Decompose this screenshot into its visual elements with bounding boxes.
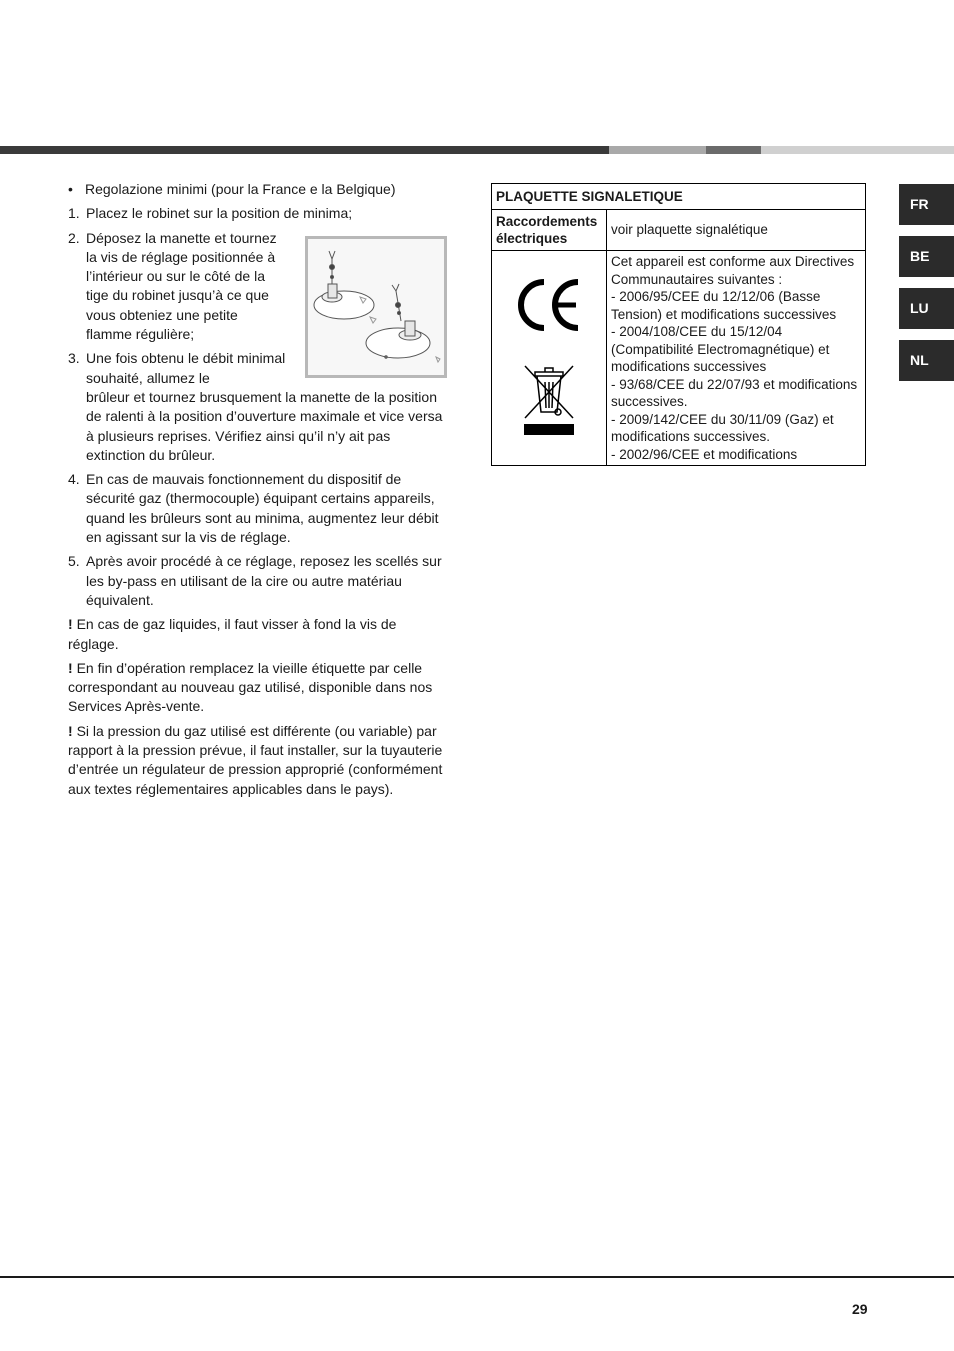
- warning-1: ! En cas de gaz liquides, il faut visser à fond la vis de réglage.: [68, 616, 397, 652]
- conformity-line: Cet appareil est conforme aux Directives Communautaires suivantes :: [611, 254, 855, 287]
- header-bar-mid: [706, 146, 761, 154]
- warning-2: ! En fin d’opération remplacez la vieille étiquette par celle correspondant au nouveau gaz utilisé, disponible dans nos Services Après-vente.: [68, 659, 433, 715]
- conformity-text-cell: [607, 251, 866, 466]
- bullet-text: Regolazione minimi (pour la France e la Belgique): [85, 181, 396, 197]
- page-number: 29: [852, 1301, 868, 1317]
- plaque-row-conformity: [492, 251, 866, 466]
- plaque-header-row: [492, 184, 866, 210]
- warning-mark: !: [68, 616, 73, 633]
- crossed-bin-icon: [521, 362, 577, 438]
- step-3-text-a: Une fois obtenu le débit minimal souhaité, allumez le: [86, 350, 286, 386]
- conformity-line: - 93/68/CEE du 22/07/93 et modifications successives.: [611, 376, 858, 409]
- tab-fr[interactable]: FR: [899, 184, 954, 225]
- plaque-signaletique-table: [491, 183, 866, 466]
- header-bar-light: [609, 146, 706, 154]
- step-2-text: Déposez la manette et tournez la vis de réglage positionnée à l’intérieur ou sur le côté de la tige du robinet jusqu’à ce que vous obteniez une petite flamme régulière;: [86, 229, 277, 343]
- step-5: 5. Après avoir procédé à ce réglage, reposez les scellés sur les by-pass en utilisant de la cire ou autre matériau équivalent.: [68, 553, 442, 608]
- tab-nl[interactable]: NL: [899, 340, 954, 381]
- bullet-item: • Regolazione minimi (pour la France e la Belgique): [68, 181, 396, 197]
- plaque-row-value: voir plaquette signalétique: [607, 210, 866, 251]
- plaque-row-label: Raccordements électriques: [492, 210, 607, 251]
- header-bar-pale: [761, 146, 954, 154]
- step-3-text-b: brûleur et tournez brusquement la manette de la position de ralenti à la position d’ouverture maximale et vice versa à plusieurs reprises. Vérifiez ainsi qu’il n’y ait pas extinction du brûleur.: [86, 388, 443, 463]
- burner-illustration-svg: [308, 239, 444, 375]
- plaque-row-electric: [492, 210, 866, 251]
- conformity-line: - 2006/95/CEE du 12/12/06 (Basse Tension) et modifications successives: [611, 289, 837, 322]
- warning-mark: !: [68, 722, 73, 739]
- step-2: 2. Déposez la manette et tournez la vis de réglage positionnée à l’intérieur ou sur le côté de la tige du robinet jusqu’à ce que vous obteniez une petite flamme régulière;: [68, 229, 446, 345]
- step-1: 1. Placez le robinet sur la position de minima;: [68, 205, 353, 222]
- step-4-text: En cas de mauvais fonctionnement du dispositif de sécurité gaz (thermocouple) équipant certains appareils, quand les brûleurs sont au minima, augmentez leur débit en agissant sur la vis de réglage.: [86, 471, 439, 546]
- tab-lu[interactable]: LU: [899, 288, 954, 329]
- warning-mark: !: [68, 659, 73, 676]
- footer-rule: [0, 1276, 954, 1278]
- step-3: 3. Une fois obtenu le débit minimal souhaité, allumez le brûleur et tournez brusquement la manette de la position de ralenti à la position d’ouverture maximale et vice versa à plusieurs reprises. Vérifiez ainsi qu’il n’y ait pas extinction du brûleur.: [68, 349, 446, 465]
- tab-be[interactable]: BE: [899, 236, 954, 277]
- burner-adjustment-illustration: [305, 236, 447, 378]
- conformity-line: - 2002/96/CEE et modifications: [611, 446, 798, 462]
- conformity-line: - 2004/108/CEE du 15/12/04 (Compatibilité Electromagnétique) et modifications successives: [611, 324, 830, 374]
- ce-mark-icon: [514, 274, 584, 336]
- step-5-text: Après avoir procédé à ce réglage, reposez les scellés sur les by-pass en utilisant de la cire ou autre matériau équivalent.: [86, 553, 442, 608]
- language-tabs: [899, 184, 954, 392]
- conformity-icons-cell: [492, 251, 607, 466]
- step-4: 4. En cas de mauvais fonctionnement du dispositif de sécurité gaz (thermocouple) équipant certains appareils, quand les brûleurs sont au minima, augmentez leur débit en agissant sur la vis de réglage.: [68, 471, 439, 546]
- warning-3: ! Si la pression du gaz utilisé est différente (ou variable) par rapport à la pression prévue, il faut installer, sur la tuyauterie d’entrée un régulateur de pression approprié (conformément aux textes réglementaires applicables dans le pays).: [68, 722, 443, 797]
- step-1-text: Placez le robinet sur la position de minima;: [86, 205, 353, 222]
- plaque-title: PLAQUETTE SIGNALETIQUE: [492, 184, 866, 210]
- header-bar-dark: [0, 146, 609, 154]
- conformity-line: - 2009/142/CEE du 30/11/09 (Gaz) et modifications successives.: [611, 411, 834, 444]
